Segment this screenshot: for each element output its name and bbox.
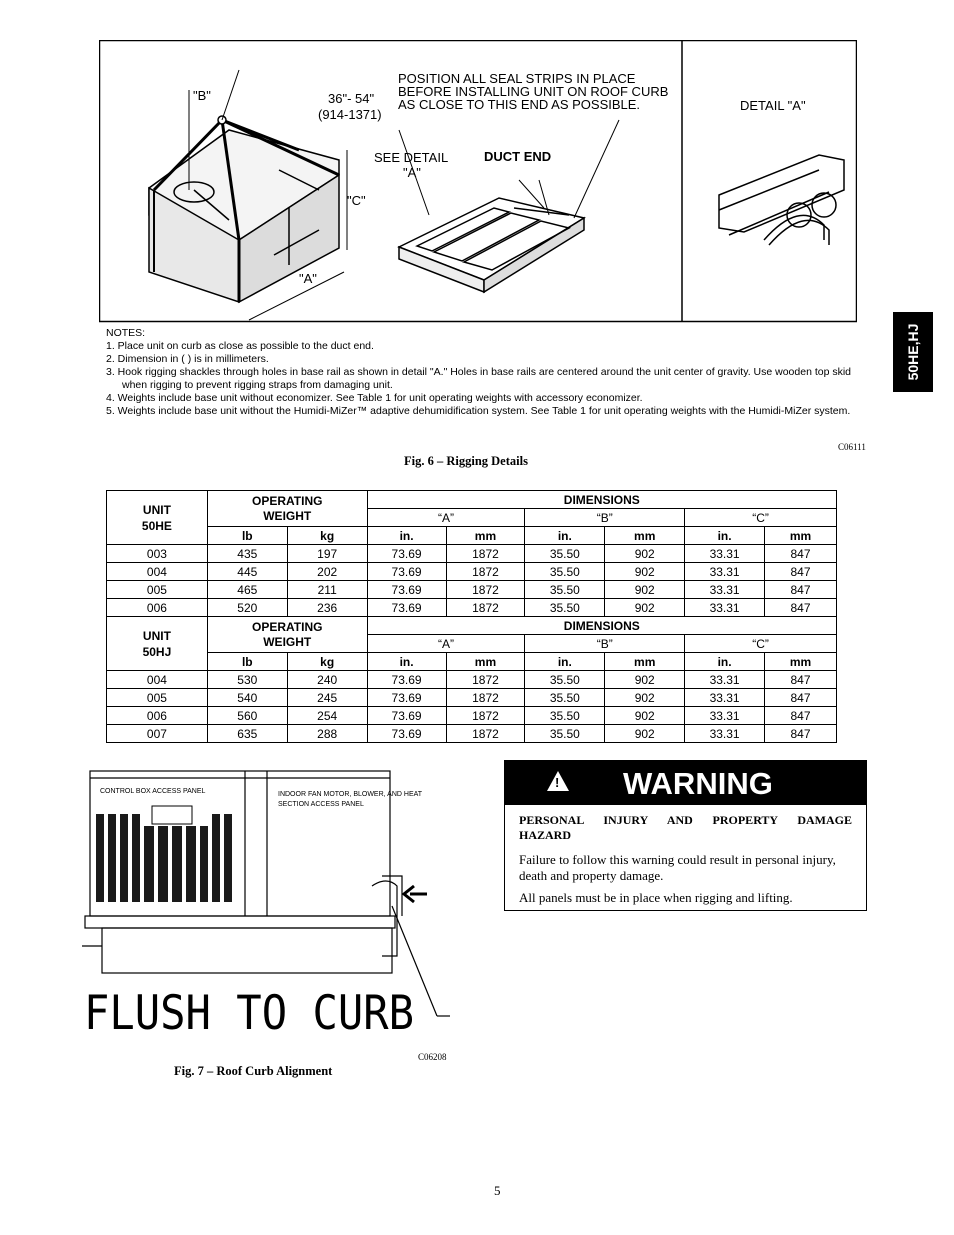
dim-c-header: “C” — [685, 509, 837, 527]
table-cell: 847 — [765, 545, 837, 563]
table-cell: 530 — [207, 671, 287, 689]
operating-weight-header — [207, 617, 367, 653]
table-cell: 004 — [107, 671, 208, 689]
table-cell: 1872 — [446, 725, 525, 743]
dim-a-header: “A” — [367, 635, 525, 653]
table-cell: 73.69 — [367, 689, 446, 707]
label-height-range: 36"- 54" — [328, 91, 375, 106]
operating-weight-header — [207, 491, 367, 527]
warning-text-1: Failure to follow this warning could result in personal injury, death and property damage. — [519, 852, 836, 883]
table-cell: 245 — [287, 689, 367, 707]
unit-header-label: UNIT — [142, 628, 171, 643]
roof-curb-illustration — [399, 120, 619, 292]
table-cell: 73.69 — [367, 599, 446, 617]
unit-header-label: UNIT — [142, 502, 171, 517]
dim-a-header: “A” — [367, 509, 525, 527]
table-cell: 197 — [287, 545, 367, 563]
table-cell: 73.69 — [367, 581, 446, 599]
access-label-plate — [152, 806, 192, 824]
mm-header: mm — [446, 653, 525, 671]
table-cell: 73.69 — [367, 707, 446, 725]
unit-series-label: 50HE — [141, 518, 172, 533]
mm-header: mm — [765, 653, 837, 671]
table-cell: 902 — [605, 581, 685, 599]
notes-title: NOTES: — [106, 327, 146, 339]
table-cell: 211 — [287, 581, 367, 599]
label-height-range-mm: (914-1371) — [318, 107, 382, 122]
kg-header: kg — [287, 653, 367, 671]
unit-header — [107, 617, 208, 671]
table-cell: 520 — [207, 599, 287, 617]
seal-note-1: POSITION ALL SEAL STRIPS IN PLACE — [398, 71, 636, 86]
table-cell: 33.31 — [685, 671, 765, 689]
weight-label: WEIGHT — [263, 508, 312, 523]
table-cell: 635 — [207, 725, 287, 743]
operating-label: OPERATING — [252, 619, 323, 634]
table-row — [107, 707, 837, 725]
table-cell: 006 — [107, 707, 208, 725]
mm-header: mm — [446, 527, 525, 545]
table-cell: 73.69 — [367, 671, 446, 689]
table-cell: 007 — [107, 725, 208, 743]
table-cell: 1872 — [446, 689, 525, 707]
table-cell: 1872 — [446, 581, 525, 599]
note-3: 3. Hook rigging shackles through holes in base rail as shown in detail "A." Holes in base rails are centered around the unit center of gravity. Use wooden top skid when rigging to prevent rigging straps from damaging unit. — [106, 366, 852, 391]
table-cell: 33.31 — [685, 581, 765, 599]
table-cell: 35.50 — [525, 707, 605, 725]
table-header-row — [107, 491, 837, 509]
mm-header: mm — [765, 527, 837, 545]
mm-header: mm — [605, 653, 685, 671]
table-units-row — [107, 527, 837, 545]
table-cell: 1872 — [446, 671, 525, 689]
table-cell: 202 — [287, 563, 367, 581]
table-cell: 254 — [287, 707, 367, 725]
table-cell: 35.50 — [525, 671, 605, 689]
control-box-vents — [96, 814, 232, 902]
warning-title: WARNING — [623, 766, 773, 801]
weight-label: WEIGHT — [263, 634, 312, 649]
control-panel-label: CONTROL BOX ACCESS PANEL — [100, 788, 206, 795]
table-cell: 1872 — [446, 545, 525, 563]
table-cell: 902 — [605, 545, 685, 563]
table-cell: 73.69 — [367, 725, 446, 743]
see-detail-a-label: "A" — [403, 165, 421, 180]
table-row — [107, 671, 837, 689]
table-cell: 33.31 — [685, 599, 765, 617]
table-cell: 540 — [207, 689, 287, 707]
table-cell: 33.31 — [685, 689, 765, 707]
label-a: "A" — [299, 271, 317, 286]
table-row — [107, 545, 837, 563]
flush-to-curb-label: FLUSH TO CURB — [84, 986, 414, 1041]
table-cell: 560 — [207, 707, 287, 725]
table-cell: 33.31 — [685, 725, 765, 743]
table-cell: 236 — [287, 599, 367, 617]
table-cell: 33.31 — [685, 545, 765, 563]
dimensions-header: DIMENSIONS — [367, 617, 836, 635]
table-cell: 902 — [605, 707, 685, 725]
table-cell: 445 — [207, 563, 287, 581]
table-cell: 1872 — [446, 599, 525, 617]
table-row — [107, 599, 837, 617]
operating-label: OPERATING — [252, 493, 323, 508]
table-cell: 35.50 — [525, 725, 605, 743]
table-cell: 005 — [107, 689, 208, 707]
warning-box — [504, 760, 867, 911]
table-cell: 003 — [107, 545, 208, 563]
warning-header — [505, 761, 866, 805]
table-cell: 847 — [765, 599, 837, 617]
unit-series-label: 50HJ — [142, 644, 172, 659]
fig7-code: C06208 — [418, 1052, 447, 1062]
table-row — [107, 581, 837, 599]
note-2: 2. Dimension in ( ) is in millimeters. — [106, 353, 269, 365]
table-row — [107, 725, 837, 743]
table-cell: 902 — [605, 599, 685, 617]
in-header: in. — [525, 527, 605, 545]
table-cell: 006 — [107, 599, 208, 617]
lb-header: lb — [207, 653, 287, 671]
table-cell: 902 — [605, 725, 685, 743]
note-4: 4. Weights include base unit without economizer. See Table 1 for unit operating weights with accessory economizer. — [106, 392, 643, 404]
indoor-panel-label-2: SECTION ACCESS PANEL — [278, 801, 364, 808]
rigging-details-figure — [99, 40, 857, 323]
unit-header — [107, 491, 208, 545]
table-cell: 35.50 — [525, 545, 605, 563]
in-header: in. — [367, 653, 446, 671]
table-cell: 902 — [605, 689, 685, 707]
table-cell: 73.69 — [367, 563, 446, 581]
table-cell: 35.50 — [525, 599, 605, 617]
table-cell: 1872 — [446, 563, 525, 581]
table-cell: 33.31 — [685, 707, 765, 725]
table-cell: 288 — [287, 725, 367, 743]
label-c: "C" — [347, 193, 366, 208]
dim-b-header: “B” — [525, 635, 685, 653]
table-header-row — [107, 617, 837, 635]
table-cell: 005 — [107, 581, 208, 599]
table-cell: 1872 — [446, 707, 525, 725]
table-row — [107, 689, 837, 707]
dim-b-header: “B” — [525, 509, 685, 527]
table-cell: 465 — [207, 581, 287, 599]
table-cell: 847 — [765, 689, 837, 707]
detail-a-illustration — [719, 155, 844, 245]
warning-hazard: PERSONAL INJURY AND PROPERTY DAMAGE HAZARD — [519, 813, 852, 842]
table-cell: 35.50 — [525, 581, 605, 599]
figure-code: C06111 — [838, 442, 866, 452]
roof-curb-alignment-figure — [82, 766, 452, 1046]
table-cell: 847 — [765, 725, 837, 743]
table-cell: 902 — [605, 671, 685, 689]
seal-note-2: BEFORE INSTALLING UNIT ON ROOF CURB — [398, 84, 669, 99]
table-cell: 847 — [765, 707, 837, 725]
dimensions-header: DIMENSIONS — [367, 491, 836, 509]
mm-header: mm — [605, 527, 685, 545]
table-cell: 847 — [765, 563, 837, 581]
table-cell: 435 — [207, 545, 287, 563]
label-b: "B" — [193, 88, 211, 103]
dim-c-header: “C” — [685, 635, 837, 653]
lb-header: lb — [207, 527, 287, 545]
warning-icon — [547, 771, 569, 791]
in-header: in. — [685, 653, 765, 671]
see-detail-label: SEE DETAIL — [374, 150, 449, 165]
in-header: in. — [525, 653, 605, 671]
table-cell: 240 — [287, 671, 367, 689]
in-header: in. — [685, 527, 765, 545]
in-header: in. — [367, 527, 446, 545]
note-1: 1. Place unit on curb as close as possible to the duct end. — [106, 340, 374, 352]
section-side-tab — [893, 312, 933, 392]
table-cell: 004 — [107, 563, 208, 581]
kg-header: kg — [287, 527, 367, 545]
note-5: 5. Weights include base unit without the Humidi-MiZer™ adaptive dehumidification system. See Table 1 for unit operating weights with the Humidi-MiZer system. — [106, 405, 851, 417]
table-cell: 73.69 — [367, 545, 446, 563]
table-cell: 847 — [765, 671, 837, 689]
table-cell: 35.50 — [525, 689, 605, 707]
warning-text-2: All panels must be in place when rigging and lifting. — [519, 890, 793, 905]
rigging-weights-table — [106, 490, 837, 743]
detail-a-title: DETAIL "A" — [740, 98, 806, 113]
seal-note-3: AS CLOSE TO THIS END AS POSSIBLE. — [398, 97, 641, 112]
table-cell: 902 — [605, 563, 685, 581]
indoor-panel-label-1: INDOOR FAN MOTOR, BLOWER, AND HEAT — [278, 791, 423, 798]
table-cell: 35.50 — [525, 563, 605, 581]
duct-end-label: DUCT END — [484, 149, 552, 164]
table-row — [107, 563, 837, 581]
side-tab-label: 50HE,HJ — [905, 323, 921, 381]
table-cell: 33.31 — [685, 563, 765, 581]
table-units-row — [107, 653, 837, 671]
warning-icon-glyph: ! — [555, 775, 560, 790]
fig6-caption: Fig. 6 – Rigging Details — [404, 454, 528, 468]
figure-notes — [106, 327, 866, 418]
page-number: 5 — [494, 1183, 501, 1198]
fig7-caption: Fig. 7 – Roof Curb Alignment — [174, 1064, 333, 1078]
warning-body — [505, 805, 866, 906]
table-cell: 847 — [765, 581, 837, 599]
